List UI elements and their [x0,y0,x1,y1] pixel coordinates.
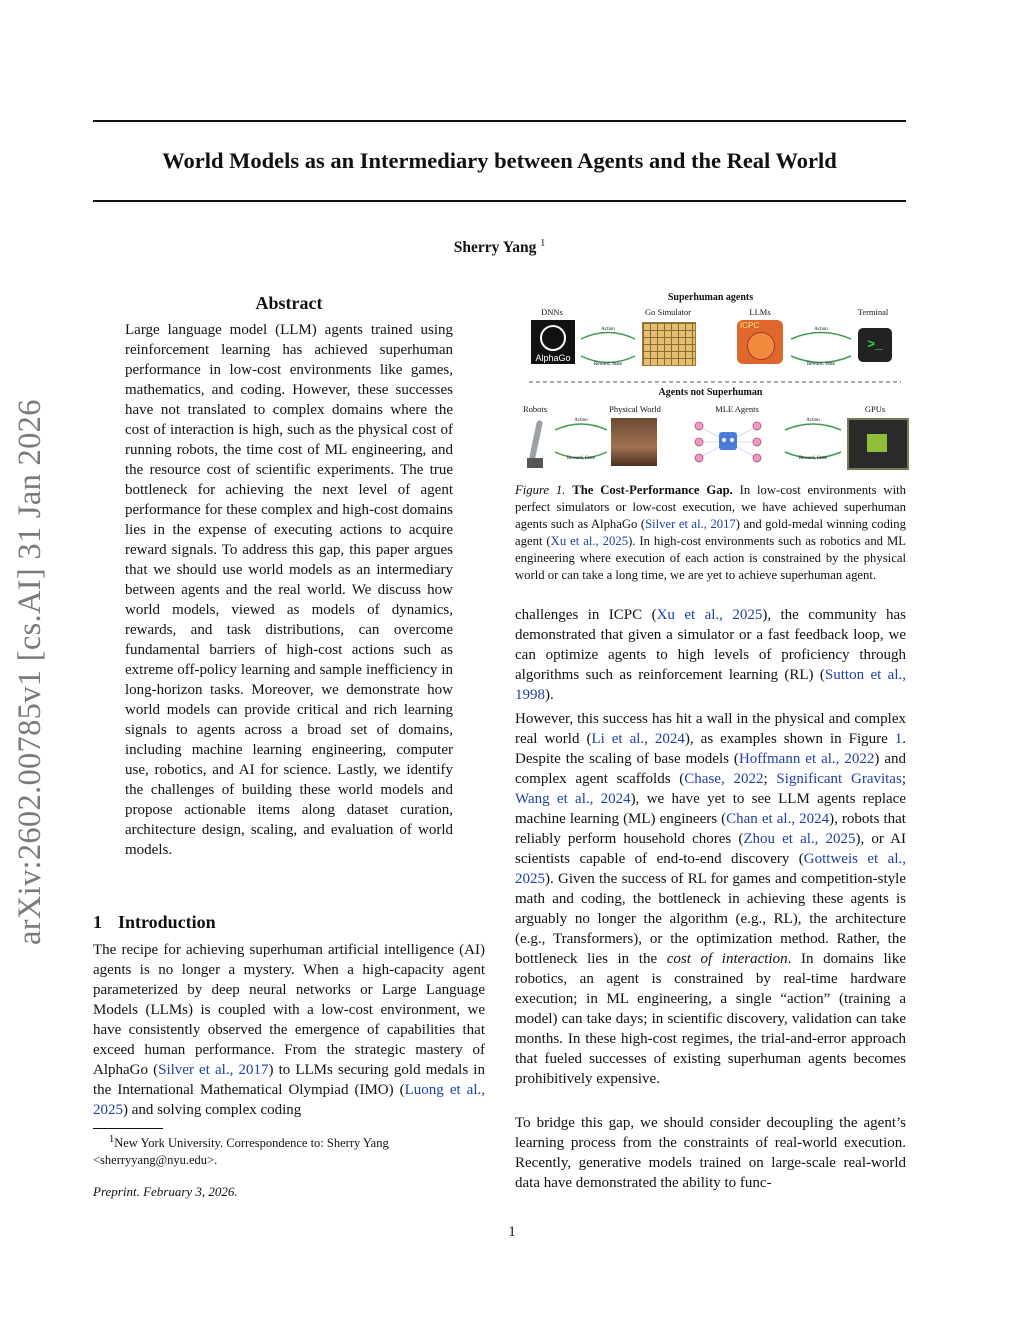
preprint-note: Preprint. February 3, 2026. [93,1184,238,1199]
figure-ref-link[interactable]: 1 [894,731,903,747]
page-number: 1 [508,1224,516,1240]
arrow-label-reward: Reward, State [566,456,596,461]
text-run: However, this success has hit a wall in the physical and complex real world ( [515,711,906,747]
text-run: ). Given the success of RL for games and competition-style math and coding, the bottleneck in achieving these agents is arguably no longer the algorithm (e.g., RL), the architecture (e.g., Transformers), or the optimization method. Rather, the bottleneck lies in the [515,871,906,967]
citation-link[interactable]: Silver et al., 2017 [158,1062,269,1078]
text-run: ), the community has demonstrated that given a simulator or a fast feedback loop, we can optimize agents to high levels of proficiency through algorithms such as reinforcement learning (RL) ( [515,607,906,683]
action-arrow [791,333,851,340]
citation-link[interactable]: Chan et al., 2024 [726,811,830,827]
label-mle-agents: MLE Agents [715,404,759,414]
figure-1 [515,290,906,472]
arrow-label-action: Action [574,418,588,423]
abstract-heading: Abstract [255,293,323,313]
label-gpus: GPUs [864,404,886,414]
section-number: 1 [93,912,102,932]
alphago-text: AlphaGo [535,353,571,363]
text-run: ), or AI scientists capable of end-to-end discovery ( [515,831,906,867]
arrow-label-action: Action [806,418,820,423]
text-run: The recipe for achieving superhuman artificial intelligence (AI) agents is no longer a mystery. When a high-capacity agent parameterized by deep neural networks or Large Language Models (LLMs) is coupled with a low-cost environment, we have consistently observed the emergence of capabilities that exceed human performance. From the strategic mastery of AlphaGo ( [93,942,485,1078]
citation-link[interactable]: Significant Gravitas [776,771,902,787]
text-run: ). In high-cost environments such as robotics and ML engineering where execution of each action is constrained by the physical world or can take a long time, we are yet to achieve superhuman agent. [515,534,906,582]
abstract-body: Large language model (LLM) agents trained using reinforcement learning has achieved superhuman performance in low-cost environments like games, mathematics, and coding. However, these successes have not translated to complex domains where the cost of interaction is high, such as the physical cost of running robots, the time cost of ML engineering, and the resource cost of scientific experiments. The true bottleneck for achieving the next level of agent performance for these complex and high-cost domains lies in the expense of executing actions to acquire reward signals. To address this gap, this paper argues that we should use world models as an intermediary between agents and the real world. We discuss how world models, viewed as models of dynamics, rewards, and task distributions, can overcome fundamental barriers of high-cost actions such as extreme off-policy learning and sample inefficiency in long-horizon tasks. Moreover, we demonstrate how world models can provide critical and rich learning signals to agents across a broad set of domains, including machine learning engineering, computer use, robotics, and AI for science. Lastly, we identify the challenges of building these world models and propose actionable items along dataset curation, architecture design, scaling, and evaluation of world models. [125,322,453,858]
neural-network-icon [691,418,765,466]
right-paragraph-3: To bridge this gap, we should consider decoupling the agent’s learning process from the constraints of real-world execution. Recently, generative models trained on large-scale real-world data have demonstrated the ability to func- [515,1115,906,1191]
label-dnns: DNNs [541,307,563,317]
right-paragraph-2 [515,709,906,1089]
text-run: challenges in ICPC ( [515,607,657,623]
figure-bottom-heading: Agents not Superhuman [658,387,763,398]
label-physical-world: Physical World [609,404,661,414]
text-run: ) and solving complex coding [123,1102,302,1118]
text-run: ; [763,771,777,787]
arrow-pair-2 [791,333,851,363]
action-arrow [785,424,841,430]
caption-label: Figure 1. [515,483,566,497]
action-arrow [555,424,607,430]
section-heading [93,912,216,933]
terminal-prompt-icon: >_ [867,337,883,352]
arrow-label-action: Action [601,327,615,332]
citation-link[interactable]: Zhou et al., 2025 [743,831,856,847]
top-rule [93,120,906,122]
affiliation-mark: 1 [540,238,546,249]
text-run: ; [901,771,906,787]
label-terminal: Terminal [857,307,889,317]
text-run: ) and gold-medal winning coding agent ( [515,517,906,548]
figure-caption [515,482,906,584]
arrow-label-reward: Reward, State [798,456,828,461]
citation-link[interactable]: Li et al., 2024 [591,731,685,747]
citation-link[interactable]: Xu et al., 2025 [550,534,629,548]
citation-link[interactable]: Luong et al., 2025 [93,1082,485,1118]
footnote-text: New York University. Correspondence to: Sherry Yang <sherryyang@nyu.edu>. [93,1136,389,1168]
citation-link[interactable]: Hoffmann et al., 2022 [738,751,875,767]
arrow-pair-3 [555,424,607,458]
arrow-label-reward: Reward, State [806,362,836,367]
label-go-simulator: Go Simulator [644,307,692,317]
text-run: . Despite the scaling of base models ( [515,731,907,767]
action-arrow [581,333,635,340]
label-llms: LLMs [749,307,771,317]
arrow-pair-4 [785,424,841,458]
citation-link[interactable]: Sutton et al., 1998 [515,667,906,703]
label-robots: Robots [522,404,548,414]
intro-paragraph [93,940,485,1120]
gpu-chip [867,434,887,452]
text-run: In low-cost environments with perfect simulators or low-cost execution, we have achieved superhuman agents such as AlphaGo ( [515,483,906,531]
citation-link[interactable]: Gottweis et al., 2025 [515,851,906,887]
figure-top-heading: Superhuman agents [667,292,754,303]
citation-link[interactable]: Wang et al., 2024 [515,791,631,807]
arxiv-stamp: arXiv:2602.00785v1 [cs.AI] 31 Jan 2026 [12,399,48,945]
author-name: Sherry Yang [453,239,537,257]
arrow-label-action: Action [814,327,828,332]
text-run: ) and complex agent scaffolds ( [515,751,907,787]
author [93,238,906,257]
text-run: . In domains like robotics, an agent is constrained by real-time hardware execution; in ML engineering, a single “action” (training a model) can take days; in scientific discovery, validation can take months. In these high-cost regimes, the trial-and-error approach that fueled successes of existing superhuman agents becomes prohibitively expensive. [515,951,906,1087]
text-run: ), we have yet to see LLM agents replace machine learning (ML) engineers ( [515,791,906,827]
text-run: ) to LLMs securing gold medals in the International Mathematical Olympiad (IMO) ( [93,1062,485,1098]
citation-link[interactable]: Xu et al., 2025 [656,607,763,623]
text-run: ), robots that reliably perform household chores ( [515,811,906,847]
robot-arm [529,420,543,460]
footnote-mark: 1 [109,1134,115,1145]
paper-title: World Models as an Intermediary between Agents and the Real World [162,148,837,173]
footnote [93,1131,485,1169]
title-bottom-rule [93,200,906,202]
text-run: ), as examples shown in Figure [684,731,895,747]
emphasis: cost of interaction [666,951,788,967]
citation-link[interactable]: Silver et al., 2017 [645,517,736,531]
arrow-pair-1 [581,333,635,363]
icpc-text: ICPC [740,321,760,330]
text-run: ). [545,687,554,703]
footnote-rule [93,1128,163,1129]
right-paragraph-1 [515,605,906,705]
section-title: Introduction [118,912,216,932]
citation-link[interactable]: Chase, 2022 [684,771,764,787]
gpu-image [847,418,909,470]
caption-title: The Cost-Performance Gap. [572,483,733,497]
arrow-label-reward: Reward, State [593,362,623,367]
